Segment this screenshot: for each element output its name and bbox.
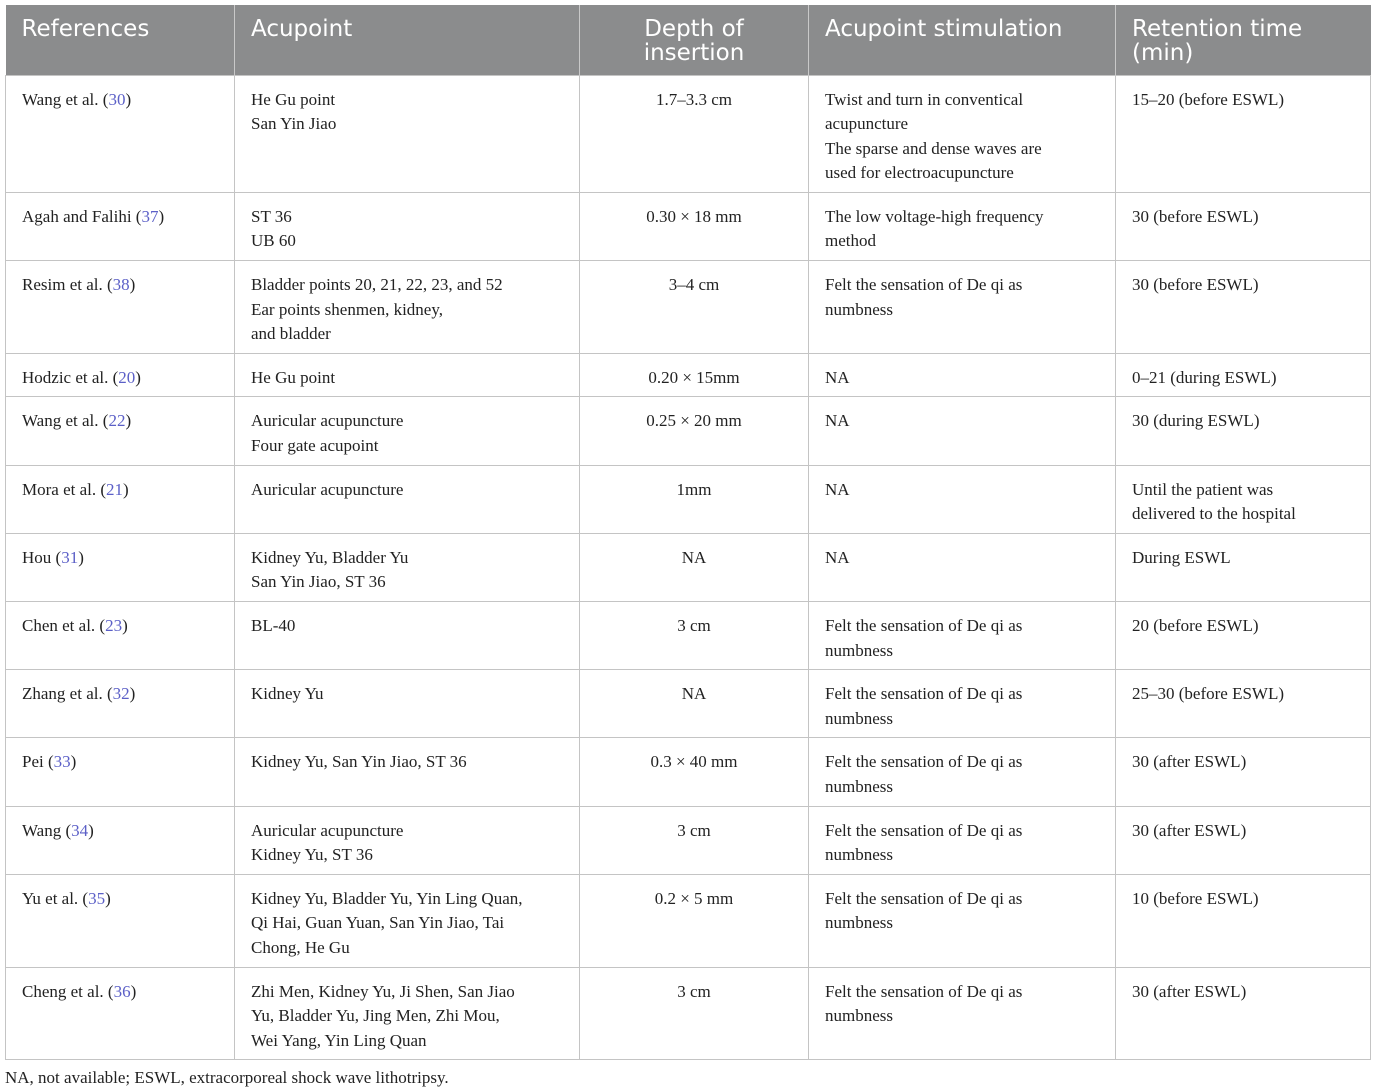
- cell-depth: NA: [580, 533, 809, 601]
- cell-retention: [1116, 874, 1371, 967]
- reference-link[interactable]: 32: [112, 684, 130, 704]
- cell-reference: [6, 874, 235, 967]
- cell-retention: [1116, 75, 1371, 192]
- stimulation-line: Felt the sensation of De qi as: [825, 820, 1023, 840]
- acupoint-line: Chong, He Gu: [251, 937, 350, 957]
- cell-acupoint: [235, 806, 580, 874]
- cell-depth: 1.7–3.3 cm: [580, 75, 809, 192]
- stimulation-line: acupuncture: [825, 114, 909, 134]
- retention-line: 15–20 (before ESWL): [1132, 89, 1285, 109]
- stimulation-line: numbness: [825, 1006, 893, 1026]
- cell-reference: [6, 533, 235, 601]
- reference-link[interactable]: 31: [61, 547, 79, 567]
- cell-stimulation: [809, 738, 1116, 806]
- cell-stimulation: [809, 670, 1116, 738]
- cell-acupoint: [235, 397, 580, 465]
- acupoint-line: Zhi Men, Kidney Yu, Ji Shen, San Jiao: [251, 981, 515, 1001]
- reference-author: Agah and Falihi (: [22, 206, 142, 226]
- stimulation-line: used for electroacupuncture: [825, 163, 1014, 183]
- cell-reference: [6, 806, 235, 874]
- cell-reference: [6, 967, 235, 1060]
- table-row: [6, 738, 1371, 806]
- acupoint-line: ST 36: [251, 206, 292, 226]
- stimulation-line: Twist and turn in conventical: [825, 89, 1024, 109]
- cell-acupoint: [235, 75, 580, 192]
- retention-line: 30 (after ESWL): [1132, 981, 1247, 1001]
- cell-retention: [1116, 806, 1371, 874]
- table-row: [6, 261, 1371, 354]
- cell-depth: 0.2 × 5 mm: [580, 874, 809, 967]
- reference-author: Pei (: [22, 752, 54, 772]
- header-depth-line1: Depth of: [644, 16, 744, 42]
- stimulation-line: method: [825, 231, 876, 251]
- cell-stimulation: [809, 353, 1116, 397]
- cell-reference: [6, 738, 235, 806]
- cell-stimulation: [809, 465, 1116, 533]
- reference-author: Chen et al. (: [22, 616, 106, 635]
- acupoint-line: He Gu point: [251, 89, 336, 109]
- table-row: [6, 75, 1371, 192]
- acupoint-line: San Yin Jiao: [251, 114, 337, 134]
- stimulation-line: numbness: [825, 776, 893, 796]
- reference-author: Cheng et al. (: [22, 981, 114, 1001]
- stimulation-line: numbness: [825, 845, 893, 865]
- reference-author: Wang et al. (: [22, 411, 109, 431]
- retention-line: 30 (after ESWL): [1132, 752, 1247, 772]
- reference-author: Yu et al. (: [22, 888, 89, 908]
- cell-stimulation: [809, 967, 1116, 1060]
- header-depth-line2: insertion: [643, 40, 745, 66]
- cell-reference: [6, 602, 235, 670]
- cell-stimulation: [809, 806, 1116, 874]
- acupoint-line: He Gu point: [251, 367, 336, 387]
- cell-reference: [6, 465, 235, 533]
- stimulation-line: numbness: [825, 299, 893, 319]
- reference-author: Wang et al. (: [22, 89, 109, 109]
- acupoint-line: Auricular acupuncture: [251, 820, 404, 840]
- retention-line: 30 (after ESWL): [1132, 820, 1247, 840]
- cell-stimulation: [809, 192, 1116, 260]
- stimulation-line: The sparse and dense waves are: [825, 138, 1042, 158]
- cell-acupoint: [235, 602, 580, 670]
- cell-retention: [1116, 397, 1371, 465]
- cell-reference: [6, 261, 235, 354]
- cell-stimulation: [809, 602, 1116, 670]
- retention-line: 30 (before ESWL): [1132, 206, 1259, 226]
- retention-line: 0–21 (during ESWL): [1132, 367, 1277, 387]
- table-row: [6, 192, 1371, 260]
- table-row: [6, 670, 1371, 738]
- reference-author: Resim et al. (: [22, 275, 113, 295]
- cell-depth: 0.25 × 20 mm: [580, 397, 809, 465]
- cell-retention: [1116, 533, 1371, 601]
- cell-retention: [1116, 738, 1371, 806]
- reference-close: ): [70, 752, 77, 772]
- cell-stimulation: [809, 874, 1116, 967]
- reference-link[interactable]: 21: [106, 479, 124, 499]
- cell-depth: 0.3 × 40 mm: [580, 738, 809, 806]
- header-acupoint: Acupoint: [235, 5, 580, 75]
- acupoint-line: Ear points shenmen, kidney,: [251, 299, 443, 319]
- reference-close: ): [78, 547, 84, 567]
- cell-depth: 0.30 × 18 mm: [580, 192, 809, 260]
- cell-retention: [1116, 602, 1371, 670]
- reference-author: Mora et al. (: [22, 479, 107, 499]
- stimulation-line: NA: [825, 411, 850, 431]
- retention-line: Until the patient was: [1132, 479, 1274, 499]
- cell-retention: [1116, 670, 1371, 738]
- reference-close: ): [125, 411, 132, 431]
- acupoint-line: Kidney Yu, San Yin Jiao, ST 36: [251, 752, 467, 772]
- cell-depth: NA: [580, 670, 809, 738]
- retention-line: 25–30 (before ESWL): [1132, 684, 1285, 704]
- reference-close: ): [129, 684, 136, 704]
- retention-line: During ESWL: [1132, 547, 1231, 567]
- stimulation-line: The low voltage-high frequency: [825, 206, 1044, 226]
- cell-retention: [1116, 465, 1371, 533]
- cell-reference: [6, 353, 235, 397]
- header-depth: [580, 5, 809, 75]
- table-row: [6, 967, 1371, 1060]
- table-row: [6, 465, 1371, 533]
- reference-link[interactable]: 36: [113, 981, 131, 1001]
- reference-author: Hou (: [22, 547, 62, 567]
- acupuncture-table: [5, 5, 1371, 1060]
- retention-line: 30 (during ESWL): [1132, 411, 1260, 431]
- cell-depth: 3–4 cm: [580, 261, 809, 354]
- stimulation-line: numbness: [825, 913, 893, 933]
- reference-link[interactable]: 30: [108, 89, 126, 109]
- cell-depth: 3 cm: [580, 967, 809, 1060]
- cell-acupoint: [235, 738, 580, 806]
- reference-link[interactable]: 22: [108, 411, 126, 431]
- cell-acupoint: [235, 353, 580, 397]
- acupoint-line: Wei Yang, Yin Ling Quan: [251, 1030, 427, 1050]
- acupoint-line: Kidney Yu, ST 36: [251, 845, 373, 865]
- cell-depth: 3 cm: [580, 602, 809, 670]
- table-row: [6, 533, 1371, 601]
- reference-link[interactable]: 37: [141, 206, 159, 226]
- table-row: [6, 874, 1371, 967]
- retention-line: delivered to the hospital: [1132, 504, 1296, 524]
- cell-acupoint: [235, 533, 580, 601]
- acupoint-line: Qi Hai, Guan Yuan, San Yin Jiao, Tai: [251, 913, 505, 933]
- reference-link[interactable]: 20: [118, 367, 136, 387]
- table-row: [6, 806, 1371, 874]
- acupoint-line: Auricular acupuncture: [251, 411, 404, 431]
- reference-author: Hodzic et al. (: [22, 367, 119, 387]
- table-row: [6, 602, 1371, 670]
- acupoint-line: Auricular acupuncture: [251, 479, 404, 499]
- cell-retention: [1116, 192, 1371, 260]
- reference-close: ): [105, 888, 111, 908]
- stimulation-line: NA: [825, 547, 850, 567]
- reference-close: ): [135, 367, 141, 387]
- cell-retention: [1116, 353, 1371, 397]
- reference-close: ): [122, 616, 128, 635]
- reference-link[interactable]: 38: [112, 275, 130, 295]
- reference-close: ): [158, 206, 165, 226]
- acupoint-line: Kidney Yu, Bladder Yu: [251, 547, 409, 567]
- table-header: [6, 5, 1371, 75]
- retention-line: 20 (before ESWL): [1132, 616, 1259, 635]
- acupoint-line: San Yin Jiao, ST 36: [251, 572, 386, 592]
- acupoint-line: and bladder: [251, 324, 331, 344]
- cell-depth: 1mm: [580, 465, 809, 533]
- reference-link[interactable]: 35: [88, 888, 106, 908]
- cell-retention: [1116, 261, 1371, 354]
- cell-stimulation: [809, 75, 1116, 192]
- reference-close: ): [130, 981, 137, 1001]
- header-row: [6, 5, 1371, 75]
- stimulation-line: numbness: [825, 640, 893, 660]
- cell-stimulation: [809, 261, 1116, 354]
- cell-stimulation: [809, 397, 1116, 465]
- reference-close: ): [88, 820, 94, 840]
- stimulation-line: numbness: [825, 708, 893, 728]
- header-retention: [1116, 5, 1371, 75]
- reference-link[interactable]: 33: [53, 752, 71, 772]
- reference-author: Wang (: [22, 820, 72, 840]
- cell-acupoint: [235, 670, 580, 738]
- cell-retention: [1116, 967, 1371, 1060]
- reference-author: Zhang et al. (: [22, 684, 113, 704]
- acupoint-line: UB 60: [251, 231, 296, 251]
- table-body: [6, 75, 1371, 1060]
- stimulation-line: NA: [825, 367, 850, 387]
- acupoint-line: Kidney Yu: [251, 684, 324, 704]
- reference-link[interactable]: 23: [105, 616, 123, 635]
- cell-depth: 0.20 × 15mm: [580, 353, 809, 397]
- acupuncture-table-container: [5, 5, 1370, 1088]
- stimulation-line: Felt the sensation of De qi as: [825, 752, 1023, 772]
- acupoint-line: Yu, Bladder Yu, Jing Men, Zhi Mou,: [251, 1006, 500, 1026]
- header-references: References: [21, 16, 150, 42]
- cell-reference: [6, 670, 235, 738]
- table-row: [6, 353, 1371, 397]
- stimulation-line: NA: [825, 479, 850, 499]
- cell-reference: [6, 192, 235, 260]
- reference-close: ): [125, 89, 132, 109]
- stimulation-line: Felt the sensation of De qi as: [825, 275, 1023, 295]
- header-retention-line1: Retention time: [1132, 16, 1303, 42]
- acupoint-line: Four gate acupoint: [251, 436, 379, 456]
- cell-stimulation: [809, 533, 1116, 601]
- cell-acupoint: [235, 261, 580, 354]
- reference-close: ): [129, 275, 136, 295]
- table-footnote: NA, not available; ESWL, extracorporeal shock wave lithotripsy.: [5, 1068, 449, 1088]
- acupoint-line: Bladder points 20, 21, 22, 23, and 52: [251, 275, 503, 295]
- retention-line: 30 (before ESWL): [1132, 275, 1259, 295]
- cell-reference: [6, 397, 235, 465]
- header-stimulation: Acupoint stimulation: [809, 5, 1116, 75]
- header-retention-line2: (min): [1132, 40, 1194, 66]
- acupoint-line: Kidney Yu, Bladder Yu, Yin Ling Quan,: [251, 888, 523, 908]
- cell-acupoint: [235, 874, 580, 967]
- cell-acupoint: [235, 192, 580, 260]
- cell-depth: 3 cm: [580, 806, 809, 874]
- cell-acupoint: [235, 967, 580, 1060]
- retention-line: 10 (before ESWL): [1132, 888, 1259, 908]
- cell-reference: [6, 75, 235, 192]
- stimulation-line: Felt the sensation of De qi as: [825, 888, 1023, 908]
- acupoint-line: BL-40: [251, 616, 296, 635]
- table-row: [6, 397, 1371, 465]
- cell-acupoint: [235, 465, 580, 533]
- stimulation-line: Felt the sensation of De qi as: [825, 684, 1023, 704]
- stimulation-line: Felt the sensation of De qi as: [825, 981, 1023, 1001]
- reference-close: ): [123, 479, 129, 499]
- reference-link[interactable]: 34: [71, 820, 89, 840]
- stimulation-line: Felt the sensation of De qi as: [825, 616, 1023, 635]
